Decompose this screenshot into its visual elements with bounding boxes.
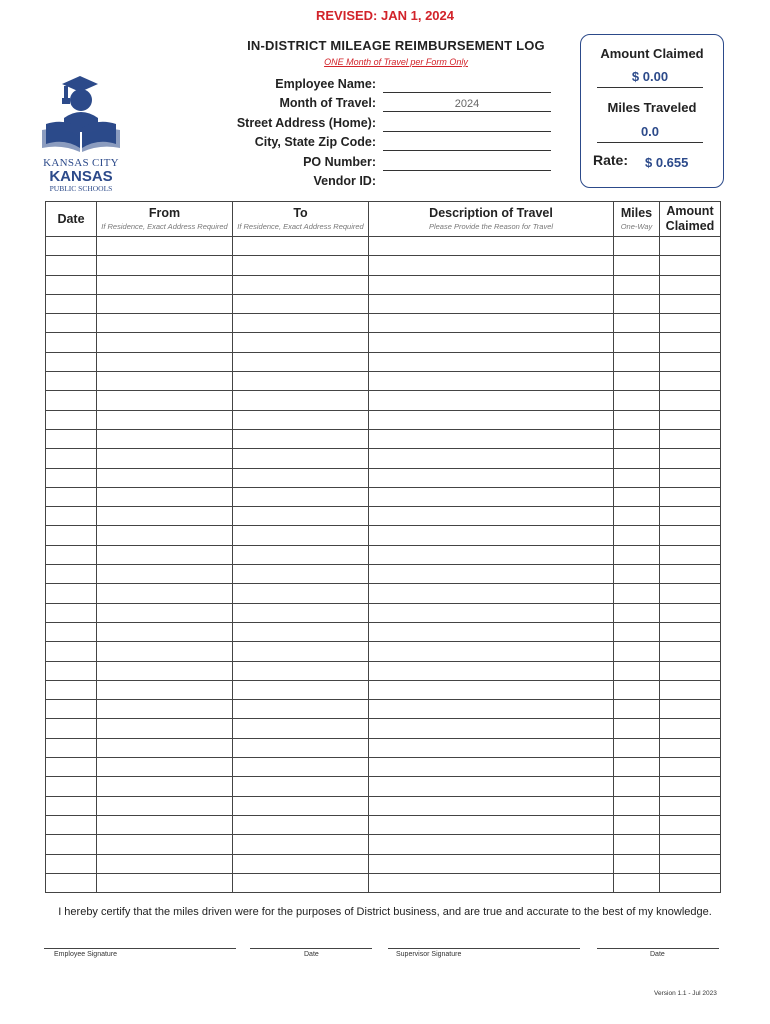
supervisor-date-line[interactable] bbox=[597, 948, 719, 949]
table-row bbox=[46, 352, 721, 371]
table-row bbox=[46, 372, 721, 391]
cell-from[interactable] bbox=[97, 565, 233, 584]
cell-date[interactable] bbox=[46, 294, 97, 313]
cell-date[interactable] bbox=[46, 603, 97, 622]
cell-from[interactable] bbox=[97, 815, 233, 834]
cell-date[interactable] bbox=[46, 526, 97, 545]
cell-miles[interactable] bbox=[614, 777, 660, 796]
cell-amount[interactable] bbox=[660, 275, 721, 294]
summary-box bbox=[580, 34, 724, 188]
cell-to[interactable] bbox=[233, 275, 369, 294]
cell-from[interactable] bbox=[97, 835, 233, 854]
cell-miles[interactable] bbox=[614, 680, 660, 699]
cell-amount[interactable] bbox=[660, 777, 721, 796]
cell-miles[interactable] bbox=[614, 256, 660, 275]
cell-miles[interactable] bbox=[614, 565, 660, 584]
cell-to[interactable] bbox=[233, 487, 369, 506]
cell-amount[interactable] bbox=[660, 700, 721, 719]
cell-amount[interactable] bbox=[660, 333, 721, 352]
cell-from[interactable] bbox=[97, 545, 233, 564]
cell-to[interactable] bbox=[233, 391, 369, 410]
cell-amount[interactable] bbox=[660, 758, 721, 777]
cell-miles[interactable] bbox=[614, 237, 660, 256]
cell-date[interactable] bbox=[46, 352, 97, 371]
cell-to[interactable] bbox=[233, 700, 369, 719]
cell-date[interactable] bbox=[46, 275, 97, 294]
col-header-date: Date bbox=[46, 202, 97, 237]
cell-amount[interactable] bbox=[660, 603, 721, 622]
cell-date[interactable] bbox=[46, 410, 97, 429]
cell-date[interactable] bbox=[46, 545, 97, 564]
table-row bbox=[46, 680, 721, 699]
table-row bbox=[46, 410, 721, 429]
cell-to[interactable] bbox=[233, 661, 369, 680]
table-row bbox=[46, 738, 721, 757]
cell-date[interactable] bbox=[46, 642, 97, 661]
supervisor-signature-line[interactable] bbox=[388, 948, 580, 949]
cell-amount[interactable] bbox=[660, 835, 721, 854]
cell-description[interactable] bbox=[369, 642, 614, 661]
cell-from[interactable] bbox=[97, 873, 233, 892]
cell-date[interactable] bbox=[46, 565, 97, 584]
cell-description[interactable] bbox=[369, 835, 614, 854]
col-header-description: Description of Travel Please Provide the Reason for Travel bbox=[369, 202, 614, 237]
table-row bbox=[46, 256, 721, 275]
cell-miles[interactable] bbox=[614, 372, 660, 391]
cell-from[interactable] bbox=[97, 429, 233, 448]
cell-amount[interactable] bbox=[660, 372, 721, 391]
cell-from[interactable] bbox=[97, 603, 233, 622]
cell-from[interactable] bbox=[97, 391, 233, 410]
table-row bbox=[46, 661, 721, 680]
miles-traveled-value: 0.0 bbox=[597, 124, 703, 143]
cell-to[interactable] bbox=[233, 294, 369, 313]
cell-date[interactable] bbox=[46, 507, 97, 526]
cell-from[interactable] bbox=[97, 468, 233, 487]
table-row bbox=[46, 815, 721, 834]
cell-from[interactable] bbox=[97, 294, 233, 313]
cell-miles[interactable] bbox=[614, 835, 660, 854]
cell-to[interactable] bbox=[233, 468, 369, 487]
table-row bbox=[46, 603, 721, 622]
cell-description[interactable] bbox=[369, 680, 614, 699]
cell-description[interactable] bbox=[369, 815, 614, 834]
cell-description[interactable] bbox=[369, 854, 614, 873]
rate-label: Rate: bbox=[593, 152, 629, 168]
cell-amount[interactable] bbox=[660, 507, 721, 526]
cell-description[interactable] bbox=[369, 565, 614, 584]
cell-date[interactable] bbox=[46, 738, 97, 757]
cell-miles[interactable] bbox=[614, 815, 660, 834]
table-row bbox=[46, 391, 721, 410]
cell-to[interactable] bbox=[233, 854, 369, 873]
cell-from[interactable] bbox=[97, 526, 233, 545]
cell-from[interactable] bbox=[97, 777, 233, 796]
cell-miles[interactable] bbox=[614, 429, 660, 448]
cell-date[interactable] bbox=[46, 429, 97, 448]
table-row bbox=[46, 314, 721, 333]
cell-to[interactable] bbox=[233, 314, 369, 333]
cell-amount[interactable] bbox=[660, 815, 721, 834]
cell-date[interactable] bbox=[46, 661, 97, 680]
cell-miles[interactable] bbox=[614, 487, 660, 506]
city-state-zip-field[interactable] bbox=[383, 136, 551, 151]
mileage-log-table bbox=[45, 201, 721, 893]
cell-to[interactable] bbox=[233, 680, 369, 699]
cell-date[interactable] bbox=[46, 314, 97, 333]
rate-value: $ 0.655 bbox=[645, 155, 689, 170]
cell-date[interactable] bbox=[46, 815, 97, 834]
cell-miles[interactable] bbox=[614, 603, 660, 622]
cell-to[interactable] bbox=[233, 333, 369, 352]
cell-description[interactable] bbox=[369, 758, 614, 777]
cell-miles[interactable] bbox=[614, 449, 660, 468]
cell-description[interactable] bbox=[369, 719, 614, 738]
cell-to[interactable] bbox=[233, 352, 369, 371]
cell-description[interactable] bbox=[369, 333, 614, 352]
cell-amount[interactable] bbox=[660, 642, 721, 661]
cell-amount[interactable] bbox=[660, 314, 721, 333]
cell-from[interactable] bbox=[97, 622, 233, 641]
city-state-zip-label: City, State Zip Code: bbox=[254, 135, 376, 149]
supervisor-signature-label: Supervisor Signature bbox=[396, 951, 462, 958]
cell-amount[interactable] bbox=[660, 796, 721, 815]
cell-to[interactable] bbox=[233, 622, 369, 641]
cell-amount[interactable] bbox=[660, 622, 721, 641]
table-row bbox=[46, 719, 721, 738]
cell-description[interactable] bbox=[369, 314, 614, 333]
cell-to[interactable] bbox=[233, 603, 369, 622]
cell-from[interactable] bbox=[97, 642, 233, 661]
cell-amount[interactable] bbox=[660, 680, 721, 699]
table-row bbox=[46, 468, 721, 487]
cell-to[interactable] bbox=[233, 719, 369, 738]
cell-description[interactable] bbox=[369, 777, 614, 796]
cell-amount[interactable] bbox=[660, 352, 721, 371]
cell-description[interactable] bbox=[369, 429, 614, 448]
cell-amount[interactable] bbox=[660, 873, 721, 892]
table-row bbox=[46, 758, 721, 777]
cell-to[interactable] bbox=[233, 738, 369, 757]
cell-miles[interactable] bbox=[614, 719, 660, 738]
cell-description[interactable] bbox=[369, 738, 614, 757]
table-row bbox=[46, 487, 721, 506]
cell-amount[interactable] bbox=[660, 854, 721, 873]
cell-description[interactable] bbox=[369, 352, 614, 371]
employee-signature-label: Employee Signature bbox=[54, 951, 118, 958]
cell-miles[interactable] bbox=[614, 700, 660, 719]
cell-date[interactable] bbox=[46, 700, 97, 719]
cell-amount[interactable] bbox=[660, 719, 721, 738]
cell-from[interactable] bbox=[97, 796, 233, 815]
cell-to[interactable] bbox=[233, 372, 369, 391]
cell-to[interactable] bbox=[233, 642, 369, 661]
table-row bbox=[46, 429, 721, 448]
employee-name-label: Employee Name: bbox=[275, 77, 376, 91]
col-header-miles: Miles One-Way bbox=[614, 202, 660, 237]
cell-miles[interactable] bbox=[614, 294, 660, 313]
cell-to[interactable] bbox=[233, 429, 369, 448]
cell-from[interactable] bbox=[97, 314, 233, 333]
cell-amount[interactable] bbox=[660, 526, 721, 545]
cell-to[interactable] bbox=[233, 835, 369, 854]
table-row bbox=[46, 584, 721, 603]
cell-from[interactable] bbox=[97, 758, 233, 777]
cell-amount[interactable] bbox=[660, 738, 721, 757]
cell-miles[interactable] bbox=[614, 873, 660, 892]
cell-date[interactable] bbox=[46, 777, 97, 796]
cell-amount[interactable] bbox=[660, 410, 721, 429]
cell-date[interactable] bbox=[46, 487, 97, 506]
cell-amount[interactable] bbox=[660, 565, 721, 584]
cell-from[interactable] bbox=[97, 507, 233, 526]
cell-to[interactable] bbox=[233, 449, 369, 468]
cell-amount[interactable] bbox=[660, 584, 721, 603]
cell-to[interactable] bbox=[233, 873, 369, 892]
cell-miles[interactable] bbox=[614, 622, 660, 641]
cell-to[interactable] bbox=[233, 410, 369, 429]
certification-statement: I hereby certify that the miles driven were for the purposes of District business, and are true and accurate to the best of my knowledge. bbox=[58, 906, 712, 918]
cell-description[interactable] bbox=[369, 526, 614, 545]
cell-description[interactable] bbox=[369, 237, 614, 256]
cell-miles[interactable] bbox=[614, 333, 660, 352]
cell-description[interactable] bbox=[369, 256, 614, 275]
cell-description[interactable] bbox=[369, 603, 614, 622]
cell-to[interactable] bbox=[233, 565, 369, 584]
cell-date[interactable] bbox=[46, 256, 97, 275]
cell-miles[interactable] bbox=[614, 642, 660, 661]
col-header-to: To If Residence, Exact Address Required bbox=[233, 202, 369, 237]
employee-name-field[interactable] bbox=[383, 78, 551, 93]
cell-date[interactable] bbox=[46, 372, 97, 391]
cell-to[interactable] bbox=[233, 545, 369, 564]
table-row bbox=[46, 642, 721, 661]
cell-description[interactable] bbox=[369, 468, 614, 487]
cell-from[interactable] bbox=[97, 333, 233, 352]
cell-amount[interactable] bbox=[660, 237, 721, 256]
table-row bbox=[46, 545, 721, 564]
po-number-field[interactable] bbox=[383, 156, 551, 171]
cell-from[interactable] bbox=[97, 275, 233, 294]
employee-date-label: Date bbox=[304, 951, 319, 958]
cell-to[interactable] bbox=[233, 758, 369, 777]
table-row bbox=[46, 873, 721, 892]
table-row bbox=[46, 449, 721, 468]
cell-miles[interactable] bbox=[614, 275, 660, 294]
col-header-amount: Amount Claimed bbox=[660, 202, 721, 237]
logo-line-2: KANSAS bbox=[49, 168, 113, 185]
cell-description[interactable] bbox=[369, 622, 614, 641]
amount-claimed-value: $ 0.00 bbox=[597, 69, 703, 88]
table-row bbox=[46, 835, 721, 854]
cell-date[interactable] bbox=[46, 758, 97, 777]
cell-from[interactable] bbox=[97, 372, 233, 391]
cell-to[interactable] bbox=[233, 584, 369, 603]
cell-from[interactable] bbox=[97, 661, 233, 680]
cell-description[interactable] bbox=[369, 700, 614, 719]
cell-miles[interactable] bbox=[614, 796, 660, 815]
table-row bbox=[46, 237, 721, 256]
cell-description[interactable] bbox=[369, 410, 614, 429]
graduate-reading-icon bbox=[40, 74, 122, 152]
table-header-row bbox=[46, 202, 721, 237]
cell-date[interactable] bbox=[46, 584, 97, 603]
cell-description[interactable] bbox=[369, 487, 614, 506]
cell-from[interactable] bbox=[97, 410, 233, 429]
cell-miles[interactable] bbox=[614, 758, 660, 777]
cell-amount[interactable] bbox=[660, 391, 721, 410]
cell-miles[interactable] bbox=[614, 352, 660, 371]
cell-date[interactable] bbox=[46, 622, 97, 641]
employee-signature-line[interactable] bbox=[44, 948, 236, 949]
cell-amount[interactable] bbox=[660, 294, 721, 313]
cell-miles[interactable] bbox=[614, 410, 660, 429]
cell-from[interactable] bbox=[97, 854, 233, 873]
cell-miles[interactable] bbox=[614, 545, 660, 564]
cell-description[interactable] bbox=[369, 275, 614, 294]
cell-to[interactable] bbox=[233, 796, 369, 815]
cell-to[interactable] bbox=[233, 237, 369, 256]
table-row bbox=[46, 796, 721, 815]
cell-description[interactable] bbox=[369, 796, 614, 815]
table-row bbox=[46, 275, 721, 294]
cell-miles[interactable] bbox=[614, 507, 660, 526]
cell-miles[interactable] bbox=[614, 314, 660, 333]
cell-description[interactable] bbox=[369, 584, 614, 603]
cell-miles[interactable] bbox=[614, 468, 660, 487]
cell-miles[interactable] bbox=[614, 391, 660, 410]
cell-from[interactable] bbox=[97, 449, 233, 468]
street-address-field[interactable] bbox=[383, 117, 551, 132]
cell-to[interactable] bbox=[233, 526, 369, 545]
cell-amount[interactable] bbox=[660, 256, 721, 275]
vendor-id-label: Vendor ID: bbox=[313, 174, 376, 188]
cell-from[interactable] bbox=[97, 680, 233, 699]
cell-date[interactable] bbox=[46, 391, 97, 410]
school-logo bbox=[40, 74, 122, 193]
cell-description[interactable] bbox=[369, 449, 614, 468]
supervisor-date-label: Date bbox=[650, 951, 665, 958]
cell-date[interactable] bbox=[46, 449, 97, 468]
table-row bbox=[46, 526, 721, 545]
cell-amount[interactable] bbox=[660, 449, 721, 468]
cell-amount[interactable] bbox=[660, 468, 721, 487]
cell-from[interactable] bbox=[97, 584, 233, 603]
cell-to[interactable] bbox=[233, 256, 369, 275]
cell-from[interactable] bbox=[97, 487, 233, 506]
cell-date[interactable] bbox=[46, 854, 97, 873]
cell-description[interactable] bbox=[369, 372, 614, 391]
table-row bbox=[46, 294, 721, 313]
table-row bbox=[46, 854, 721, 873]
revised-date: REVISED: JAN 1, 2024 bbox=[315, 8, 454, 23]
cell-from[interactable] bbox=[97, 237, 233, 256]
cell-to[interactable] bbox=[233, 777, 369, 796]
cell-date[interactable] bbox=[46, 835, 97, 854]
version-label: Version 1.1 - Jul 2023 bbox=[654, 990, 717, 997]
cell-date[interactable] bbox=[46, 719, 97, 738]
cell-date[interactable] bbox=[46, 333, 97, 352]
cell-description[interactable] bbox=[369, 507, 614, 526]
table-row bbox=[46, 622, 721, 641]
logo-line-1: KANSAS CITY bbox=[43, 157, 119, 169]
cell-from[interactable] bbox=[97, 738, 233, 757]
cell-date[interactable] bbox=[46, 468, 97, 487]
cell-miles[interactable] bbox=[614, 738, 660, 757]
po-number-label: PO Number: bbox=[303, 155, 376, 169]
table-row bbox=[46, 700, 721, 719]
cell-amount[interactable] bbox=[660, 545, 721, 564]
cell-miles[interactable] bbox=[614, 526, 660, 545]
logo-line-3: PUBLIC SCHOOLS bbox=[49, 184, 113, 193]
cell-date[interactable] bbox=[46, 237, 97, 256]
cell-miles[interactable] bbox=[614, 854, 660, 873]
cell-date[interactable] bbox=[46, 796, 97, 815]
cell-amount[interactable] bbox=[660, 429, 721, 448]
cell-from[interactable] bbox=[97, 352, 233, 371]
table-row bbox=[46, 507, 721, 526]
cell-from[interactable] bbox=[97, 719, 233, 738]
cell-description[interactable] bbox=[369, 391, 614, 410]
cell-to[interactable] bbox=[233, 507, 369, 526]
cell-date[interactable] bbox=[46, 873, 97, 892]
table-row bbox=[46, 565, 721, 584]
cell-miles[interactable] bbox=[614, 584, 660, 603]
cell-from[interactable] bbox=[97, 700, 233, 719]
form-subtitle: ONE Month of Travel per Form Only bbox=[324, 57, 468, 67]
miles-traveled-label: Miles Traveled bbox=[607, 100, 697, 115]
col-header-from: From If Residence, Exact Address Required bbox=[97, 202, 233, 237]
cell-miles[interactable] bbox=[614, 661, 660, 680]
cell-amount[interactable] bbox=[660, 487, 721, 506]
cell-amount[interactable] bbox=[660, 661, 721, 680]
cell-from[interactable] bbox=[97, 256, 233, 275]
cell-description[interactable] bbox=[369, 873, 614, 892]
cell-to[interactable] bbox=[233, 815, 369, 834]
street-address-label: Street Address (Home): bbox=[236, 116, 376, 130]
employee-date-line[interactable] bbox=[250, 948, 372, 949]
amount-claimed-label: Amount Claimed bbox=[600, 46, 704, 61]
form-title: IN-DISTRICT MILEAGE REIMBURSEMENT LOG bbox=[247, 38, 545, 53]
cell-date[interactable] bbox=[46, 680, 97, 699]
table-row bbox=[46, 333, 721, 352]
month-of-travel-label: Month of Travel: bbox=[279, 96, 376, 110]
cell-description[interactable] bbox=[369, 294, 614, 313]
month-of-travel-field[interactable]: 2024 bbox=[383, 97, 551, 112]
table-row bbox=[46, 777, 721, 796]
cell-description[interactable] bbox=[369, 661, 614, 680]
cell-description[interactable] bbox=[369, 545, 614, 564]
